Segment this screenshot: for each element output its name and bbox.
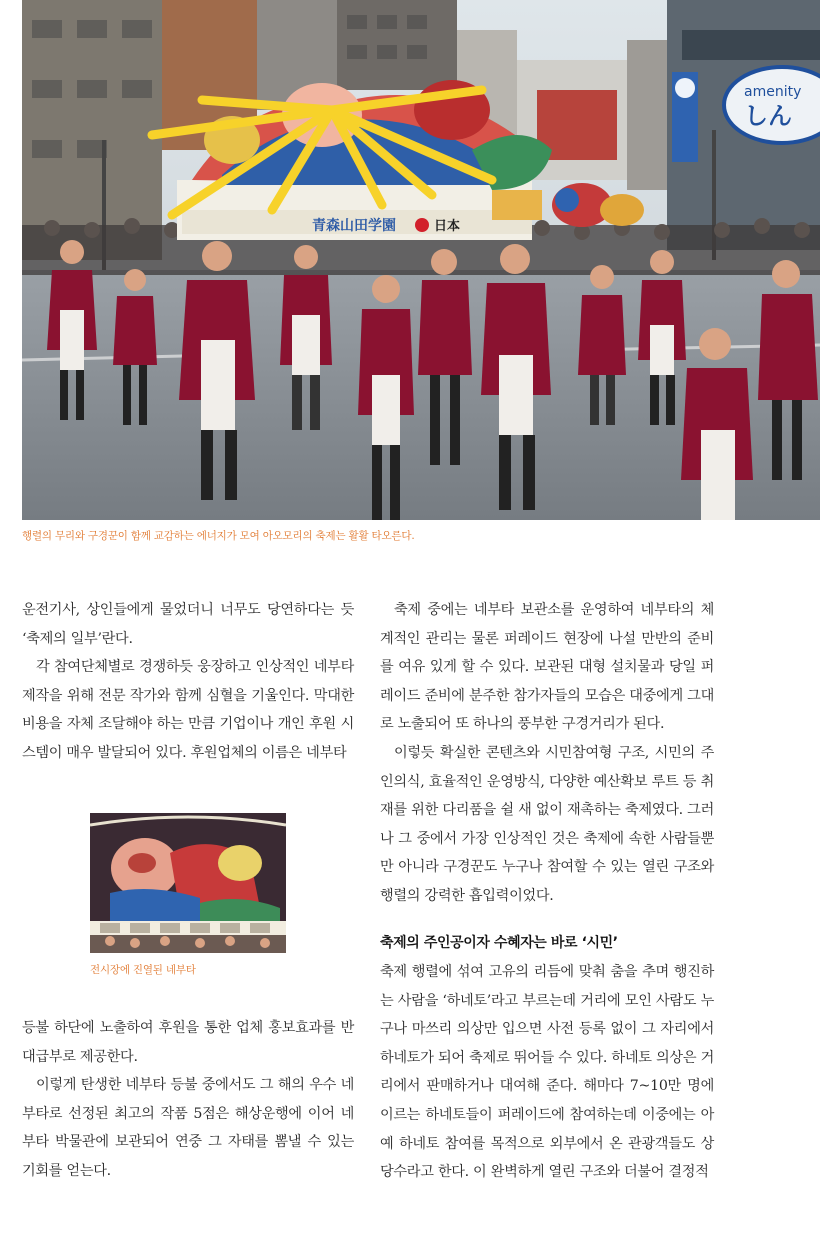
- inset-photo-caption: 전시장에 진열된 네부타: [90, 964, 196, 976]
- section-subheading: 축제의 주인공이자 수혜자는 바로 ‘시민’: [380, 935, 618, 951]
- paragraph: 이렇게 탄생한 네부타 등불 중에서도 그 해의 우수 네부타로 선정된 최고의 작품 5점은 해상운행에 이어 네부타 박물관에 보관되어 연중 그 자태를 뽐낼 수 있는 기회를 얻는다.: [22, 1077, 354, 1179]
- article-column-left-bottom: [22, 1014, 354, 1186]
- paragraph: 등불 하단에 노출하여 후원을 통한 업체 홍보효과를 반대급부로 제공한다.: [22, 1020, 354, 1065]
- paragraph: 운전기사, 상인들에게 물었더니 너무도 당연하다는 듯 ‘축제의 일부’란다.: [22, 602, 354, 647]
- sponsor-banner-right-text: 日本: [434, 219, 461, 234]
- building-left: [22, 0, 162, 260]
- nebuta-exhibit-illustration: [90, 813, 286, 953]
- paragraph: 이렇듯 확실한 콘텐츠와 시민참여형 구조, 시민의 주인의식, 효율적인 운영방식, 다양한 예산확보 루트 등 취재를 위한 다리품을 쉴 새 없이 재촉하는 축제였다. 그러나 그 중에서 가장 인상적인 것은 축제에 속한 사람들뿐만 아니라 구경꾼도 누구나 참여할 수 있는 열린 구조와 행렬의 강력한 흡입력이었다.: [380, 744, 714, 904]
- paragraph: 각 참여단체별로 경쟁하듯 웅장하고 인상적인 네부타 제작을 위해 전문 작가와 함께 심혈을 기울인다. 막대한 비용을 자체 조달해야 하는 만큼 기업이나 개인 후원 시스템이 매우 발달되어 있다. 후원업체의 이름은 네부타: [22, 659, 354, 761]
- hero-photo-caption: 행렬의 무리와 구경꾼이 함께 교감하는 에너지가 모여 아오모리의 축제는 활활 타오른다.: [22, 530, 415, 542]
- amenity-sign-text: amenity: [744, 84, 802, 100]
- paragraph: 축제 행렬에 섞여 고유의 리듬에 맞춰 춤을 추며 행진하는 사람을 ‘하네토’라고 부르는데 거리에 모인 사람도 누구나 마쓰리 의상만 입으면 사전 등록 없이 그 자리에서 하네토가 되어 축제로 뛰어들 수 있다. 하네토 의상은 거리에서 판매하거나 대여해 준다. 해마다 7~10만 명에 이르는 하네토들이 퍼레이드에 참여하는데 이중에는 아예 하네토 참여를 목적으로 외부에서 온 관광객들도 상당수라고 한다. 이 완벽하게 열린 구조와 더불어 결정적: [380, 964, 714, 1181]
- article-column-left-top: [22, 596, 354, 768]
- article-column-right-bottom: [380, 958, 714, 1187]
- amenity-sign-subtext: しん: [744, 102, 792, 130]
- nebuta-exhibit-photo: [90, 813, 286, 953]
- festival-parade-photo: [22, 0, 820, 520]
- paragraph: 축제 중에는 네부타 보관소를 운영하여 네부타의 체계적인 관리는 물론 퍼레이드 현장에 나설 만반의 준비를 여유 있게 할 수 있다. 보관된 대형 설치물과 당일 퍼레이드 준비에 분주한 참가자들의 모습은 대중에게 그대로 노출되어 또 하나의 풍부한 구경거리가 된다.: [380, 602, 714, 733]
- sponsor-banner-text: 青森山田学園: [312, 218, 396, 234]
- parade-illustration: [22, 0, 820, 520]
- article-column-right-top: [380, 596, 714, 911]
